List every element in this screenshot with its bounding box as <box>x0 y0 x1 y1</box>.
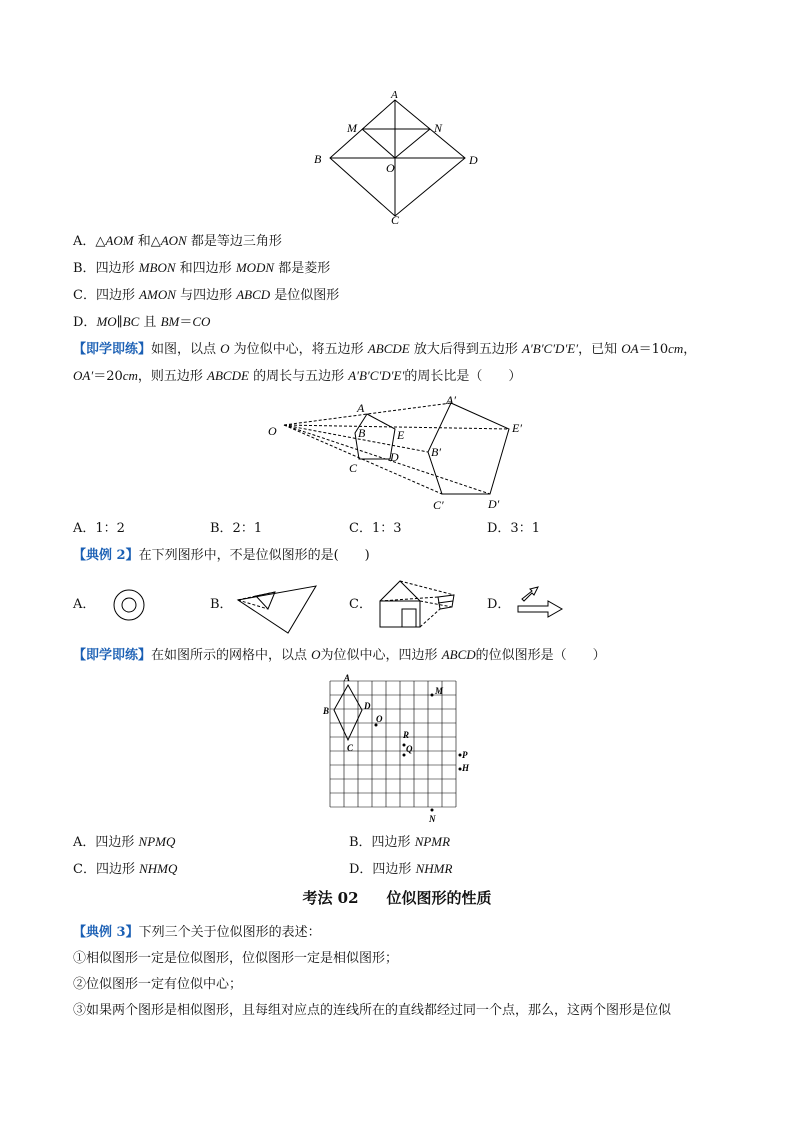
practice1-line2: OA′＝20cm，则五边形 ABCDE 的周长与五边形 A′B′C′D′E′的周长比是（ ） <box>73 368 522 384</box>
practice2-option-a[interactable]: A．四边形 NPMQ <box>73 834 176 850</box>
practice2-option-b[interactable]: B．四边形 NPMR <box>349 834 451 850</box>
label-C: C <box>391 213 400 227</box>
practice1-option-b[interactable]: B．2：1 <box>210 521 263 536</box>
practice2-tag: 【即学即练】 <box>73 648 152 663</box>
grid-label-R: R <box>403 730 410 740</box>
example2-tag: 【典例 2】 <box>73 548 139 563</box>
grid-label-C: C <box>347 743 354 753</box>
label-M: M <box>347 121 357 135</box>
example3-question: 【典例 3】下列三个关于位似图形的表述： <box>73 925 321 940</box>
practice1-option-c[interactable]: C．1：3 <box>349 521 402 536</box>
grid-label-P: P <box>462 750 468 760</box>
rhombus-figure <box>300 88 500 228</box>
label-B-prime: B′ <box>431 445 441 459</box>
q1-option-c[interactable]: C．四边形 AMON 与四边形 ABCD 是位似图形 <box>73 287 340 303</box>
example2-option-c[interactable]: C． <box>349 597 372 612</box>
section-number: 考法 02 <box>302 889 359 907</box>
example3-item-1: ①相似图形一定是位似图形，位似图形一定是相似图形； <box>73 951 399 966</box>
grid-label-D: D <box>364 701 371 711</box>
practice1-tag: 【即学即练】 <box>73 342 152 357</box>
label-D: D <box>390 450 399 464</box>
grid-label-B: B <box>323 706 330 716</box>
label-O: O <box>268 424 277 438</box>
label-B: B <box>314 152 322 166</box>
q1-option-a[interactable]: A．△AOM 和△AON 都是等边三角形 <box>73 233 282 249</box>
section-heading <box>0 887 794 908</box>
practice1-line1: 【即学即练】如图，以点 O 为位似中心，将五边形 ABCDE 放大后得到五边形 A′B′C′D′E′，已知 OA＝10cm， <box>73 341 697 357</box>
grid-label-H: H <box>462 763 470 773</box>
q1-option-d[interactable]: D．MO∥BC 且 BM＝CO <box>73 314 211 330</box>
example2-option-b[interactable]: B． <box>210 597 233 612</box>
grid-label-Q: Q <box>406 744 413 754</box>
label-D-prime: D′ <box>488 497 500 511</box>
concentric-circles-icon <box>112 585 156 625</box>
label-B: B <box>358 426 366 440</box>
grid-label-A: A <box>344 673 351 683</box>
practice2-option-d[interactable]: D．四边形 NHMR <box>349 861 453 877</box>
label-E: E <box>397 428 405 442</box>
example3-item-2: ②位似图形一定有位似中心； <box>73 977 243 992</box>
label-A: A <box>357 401 365 415</box>
practice1-option-d[interactable]: D．3：1 <box>487 521 540 536</box>
example3-tag: 【典例 3】 <box>73 925 139 940</box>
practice1-option-a[interactable]: A．1：2 <box>73 521 125 536</box>
pentagon-figure <box>262 392 537 516</box>
label-O: O <box>386 161 395 175</box>
label-N: N <box>434 121 443 135</box>
label-E-prime: E′ <box>512 421 522 435</box>
practice2-question: 【即学即练】在如图所示的网格中，以点 O为位似中心，四边形 ABCD的位似图形是（ ） <box>73 647 606 663</box>
label-A-prime: A′ <box>446 393 456 407</box>
label-D: D <box>469 153 478 167</box>
houses-homothety-icon <box>372 575 462 631</box>
triangles-homothety-icon <box>230 580 322 636</box>
label-A: A <box>391 89 398 101</box>
q1-option-b[interactable]: B．四边形 MBON 和四边形 MODN 都是菱形 <box>73 260 331 276</box>
arrows-icon <box>512 585 568 621</box>
practice2-option-c[interactable]: C．四边形 NHMQ <box>73 861 178 877</box>
example2-option-a[interactable]: A． <box>73 597 96 612</box>
example2-question: 【典例 2】在下列图形中，不是位似图形的是( ) <box>73 548 370 563</box>
label-C-prime: C′ <box>433 498 444 512</box>
label-C: C <box>349 461 358 475</box>
grid-figure <box>316 672 476 826</box>
grid-label-M: M <box>435 686 444 696</box>
example2-option-d[interactable]: D． <box>487 597 511 612</box>
grid-label-N: N <box>429 814 436 824</box>
section-title: 位似图形的性质 <box>386 889 492 907</box>
grid-label-O: O <box>376 714 383 724</box>
example3-item-3: ③如果两个图形是相似图形，且每组对应点的连线所在的直线都经过同一个点，那么，这两个图形是位似 <box>73 1003 672 1018</box>
